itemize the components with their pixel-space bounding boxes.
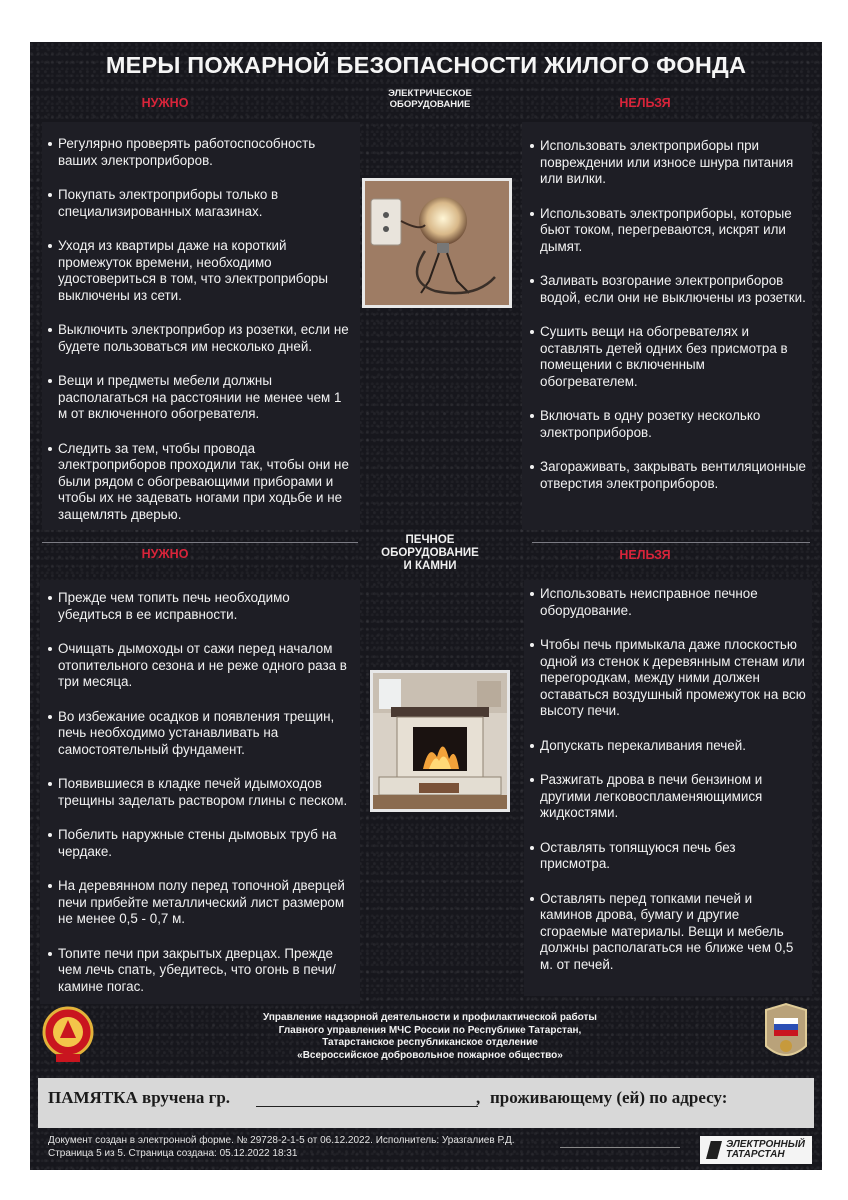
memo-address-label: проживающему (ей) по адресу:: [490, 1088, 728, 1107]
section1-center-heading-line: ЭЛЕКТРИЧЕСКОЕ: [388, 88, 472, 99]
list-item: Разжигать дрова в печи бензином и другими легковоспламеняющимися жидкостями.: [530, 772, 808, 822]
organization-line: Татарстанское республиканское отделение: [322, 1037, 538, 1048]
list-item: Очищать дымоходы от сажи перед началом отопительного сезона и не реже одного раза в три месяца.: [48, 641, 352, 691]
fireplace-illustration: [373, 673, 507, 809]
section1-dont-list: [530, 138, 806, 492]
organization-line: Управление надзорной деятельности и профилактической работы: [263, 1012, 597, 1023]
list-item: Прежде чем топить печь необходимо убедиться в ее исправности.: [48, 590, 352, 623]
list-item: Появившиеся в кладке печей идымоходов трещины заделать раствором глины с песком.: [48, 776, 352, 809]
section2-dont-list: [530, 586, 808, 973]
list-item: Побелить наружные стены дымовых труб на чердаке.: [48, 827, 352, 860]
lightbulb-plug-illustration: [365, 181, 509, 305]
vdpo-emblem-icon: [42, 1004, 94, 1064]
section2-center-heading-line: ПЕЧНОЕ: [405, 534, 455, 546]
list-item: Топите печи при закрытых дверцах. Прежде чем лечь спать, убедитесь, что огонь в печи/камине погас.: [48, 946, 352, 996]
list-item: Регулярно проверять работоспособность ваших электроприборов.: [48, 136, 352, 169]
section2-dont-heading: НЕЛЬЗЯ: [619, 548, 671, 562]
section-divider: [42, 542, 358, 543]
document-footer: [48, 1134, 515, 1160]
section1-dont-heading: НЕЛЬЗЯ: [619, 96, 671, 110]
footer-separator: [560, 1147, 680, 1148]
organization-line: Главного управления МЧС России по Республике Татарстан,: [278, 1024, 582, 1036]
fireplace-photo: [370, 670, 510, 812]
list-item: Покупать электроприборы только в специализированных магазинах.: [48, 187, 352, 220]
section2-center-heading-line: И КАМНИ: [403, 560, 457, 573]
section2-do-list: [48, 590, 352, 995]
memo-comma: ,: [476, 1088, 481, 1107]
logo-text-block: [726, 1140, 805, 1160]
list-item: Выключить электроприбор из розетки, если не будете пользоваться им несколько дней.: [48, 322, 352, 355]
footer-line1: Документ создан в электронной форме. № 29728-2-1-5 от 06.12.2022. Исполнитель: Уразгалиев Р.Д.: [48, 1135, 515, 1146]
section2-do-column: [40, 580, 360, 1004]
list-item: На деревянном полу перед топочной дверцей печи прибейте металлический лист размером не менее 0,5 - 0,7 м.: [48, 878, 352, 928]
list-item: Оставлять топящуюся печь без присмотра.: [530, 840, 808, 873]
list-item: Следить за тем, чтобы провода электроприборов проходили так, чтобы они не были рядом с обогревающими приборами и чтобы их не задевать ногами при ходьбе и не защемлять дверью.: [48, 441, 352, 524]
organization-line: «Всероссийское добровольное пожарное общество»: [297, 1049, 563, 1061]
list-item: Заливать возгорание электроприборов водой, если они не выключены из розетки.: [530, 273, 806, 306]
memo-label: ПАМЯТКА вручена гр.: [48, 1088, 231, 1107]
safety-poster: [30, 42, 822, 1170]
poster-title: МЕРЫ ПОЖАРНОЙ БЕЗОПАСНОСТИ ЖИЛОГО ФОНДА: [105, 52, 747, 78]
section1-do-heading: НУЖНО: [141, 96, 189, 110]
list-item: Сушить вещи на обогревателях и оставлять детей одних без присмотра в помещении с включенным обогревателем.: [530, 324, 806, 390]
list-item: Вещи и предметы мебели должны располагаться на расстоянии не менее чем 1 м от включенного обогревателя.: [48, 373, 352, 423]
list-item: Чтобы печь примыкала даже плоскостью одной из стенок к деревянным стенам или перегородкам, между ними должен оставаться воздушный промежуток на всю высоту печи.: [530, 637, 808, 720]
list-item: Во избежание осадков и появления трещин, печь необходимо устанавливать на самостоятельный фундамент.: [48, 709, 352, 759]
logo-text-line2: ТАТАРСТАН: [726, 1149, 785, 1160]
section1-dont-column: [522, 122, 812, 530]
section2-center-heading: [370, 534, 490, 574]
organization-block: [230, 1012, 630, 1062]
footer-line2: Страница 5 из 5. Страница создана: 05.12.2022 18:31: [48, 1148, 298, 1159]
section-divider: [532, 542, 810, 543]
electronic-tatarstan-logo: [700, 1136, 812, 1164]
recipient-name-line: [256, 1106, 478, 1107]
logo-text-line1: ЭЛЕКТРОННЫЙ: [726, 1139, 805, 1150]
section1-do-column: [42, 122, 360, 530]
list-item: Использовать неисправное печное оборудование.: [530, 586, 808, 619]
section2-center-heading-line: ОБОРУДОВАНИЕ: [381, 547, 479, 560]
section2-dont-column: [524, 580, 812, 996]
memo-strip: [38, 1078, 814, 1128]
list-item: Использовать электроприборы при повреждении или износе шнура питания или вилки.: [530, 138, 806, 188]
list-item: Использовать электроприборы, которые бьют током, перегреваются, искрят или дымят.: [530, 206, 806, 256]
list-item: Допускать перекаливания печей.: [530, 738, 808, 755]
section2-do-heading: НУЖНО: [141, 547, 189, 561]
section1-do-list: [48, 136, 352, 523]
list-item: Уходя из квартиры даже на короткий промежуток времени, необходимо удостовериться в том, что электроприборы выключены из сети.: [48, 238, 352, 304]
section1-center-heading-line: ОБОРУДОВАНИЕ: [389, 98, 471, 110]
list-item: Загораживать, закрывать вентиляционные отверстия электроприборов.: [530, 459, 806, 492]
logo-mark-icon: [706, 1141, 722, 1159]
section1-center-heading: [360, 89, 500, 111]
mchs-emblem-icon: [762, 1002, 810, 1066]
electrical-photo: [362, 178, 512, 308]
list-item: Оставлять перед топками печей и каминов дрова, бумагу и другие сгораемые материалы. Вещи и мебель должны располагаться не ближе чем 0,5 м. от печей.: [530, 891, 808, 974]
list-item: Включать в одну розетку несколько электроприборов.: [530, 408, 806, 441]
